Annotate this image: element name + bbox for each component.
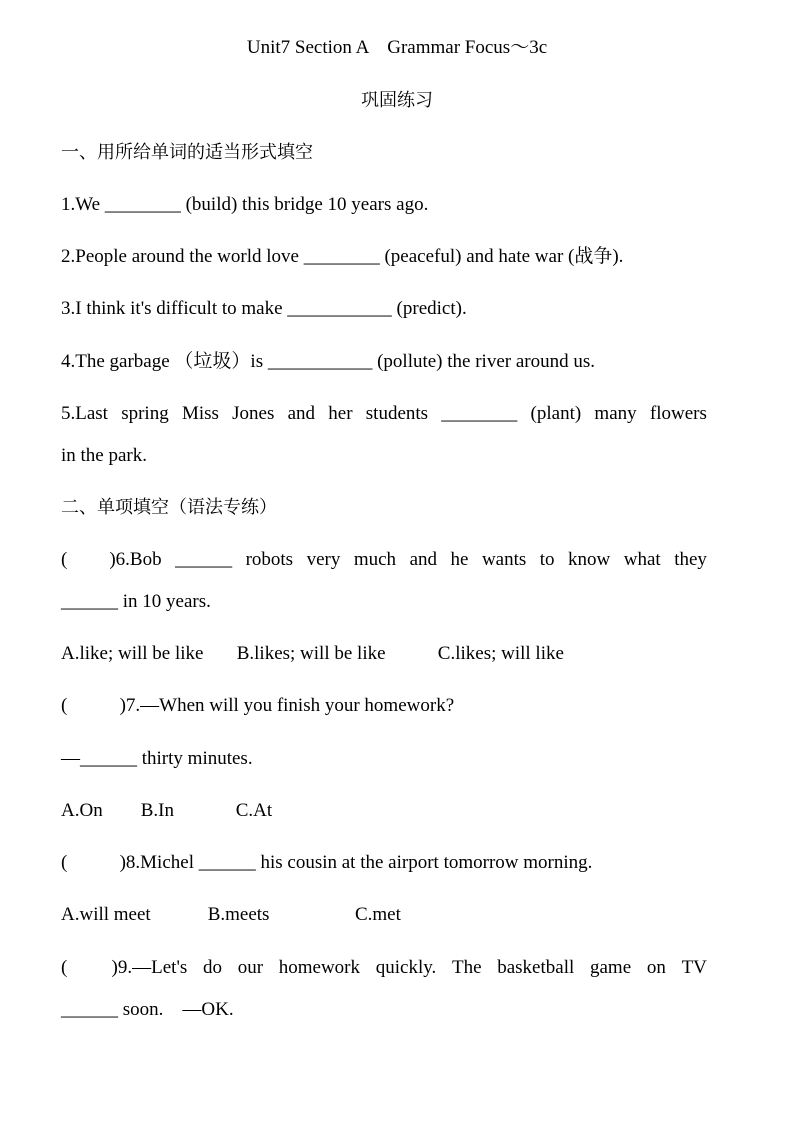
question-5-line-2: in the park. [61,445,148,466]
question-7-answer-line: —______ thirty minutes. [61,748,253,769]
q5-blank: ________ [441,403,518,424]
question-7-stem: ( )7.—When will you finish your homework? [61,695,455,716]
q6-blank: ______ [175,549,233,570]
q9-word: )9.—Let's [83,957,188,978]
q5-word: many [594,403,637,424]
q6-word: he [450,549,469,570]
q9-word: game [589,957,632,978]
q6-word: they [674,549,707,570]
q9-word: ( [61,957,68,978]
question-1: 1.We ________ (build) this bridge 10 years ago. [61,194,429,215]
question-6-line-1 [61,548,707,572]
question-9-line-2: ______ soon. —OK. [61,999,234,1020]
q9-word: The [451,957,482,978]
question-8-options: A.will meet B.meets C.met [61,904,401,925]
section-heading-multiple-choice: 二、单项填空（语法专练） [61,497,277,518]
question-4: 4.The garbage （垃圾）is ___________ (pollute) the river around us. [61,351,595,372]
q6-word: much [353,549,397,570]
q6-word: and [409,549,437,570]
q6-word: very [306,549,341,570]
q9-word: our [237,957,264,978]
question-9-line-1 [61,956,707,980]
question-6-options: A.like; will be like B.likes; will be like C.likes; will like [61,643,564,664]
q6-word: wants [481,549,527,570]
q9-word: basketball [497,957,575,978]
question-8-stem: ( )8.Michel ______ his cousin at the airport tomorrow morning. [61,852,593,873]
question-6-line-2: ______ in 10 years. [61,591,211,612]
q6-word: )6.Bob [80,549,162,570]
q9-word: on [646,957,666,978]
q9-word: quickly. [375,957,437,978]
q5-word: her [328,403,353,424]
question-2: 2.People around the world love ________ (peaceful) and hate war (战争). [61,246,624,267]
question-3: 3.I think it's difficult to make ___________ (predict). [61,298,467,319]
q5-word: flowers [649,403,707,424]
q5-word: 5.Last [61,403,108,424]
worksheet-title: Unit7 Section A Grammar Focus～3c [246,37,548,58]
q5-word: students [365,403,429,424]
worksheet-subtitle: 巩固练习 [361,90,433,111]
q6-word: what [623,549,661,570]
q6-word: ( [61,549,68,570]
section-heading-fill-in: 一、用所给单词的适当形式填空 [61,142,313,163]
question-7-options: A.On B.In C.At [61,800,273,821]
q9-word: homework [278,957,361,978]
q5-word: Miss [181,403,219,424]
q5-word: (plant) [530,403,582,424]
q6-word: robots [245,549,294,570]
question-5-line-1 [61,402,707,426]
q5-word: and [287,403,316,424]
q6-word: know [568,549,611,570]
q5-word: spring [121,403,169,424]
q9-word: do [202,957,222,978]
q6-word: to [539,549,555,570]
q9-word: TV [681,957,707,978]
q5-word: Jones [232,403,275,424]
